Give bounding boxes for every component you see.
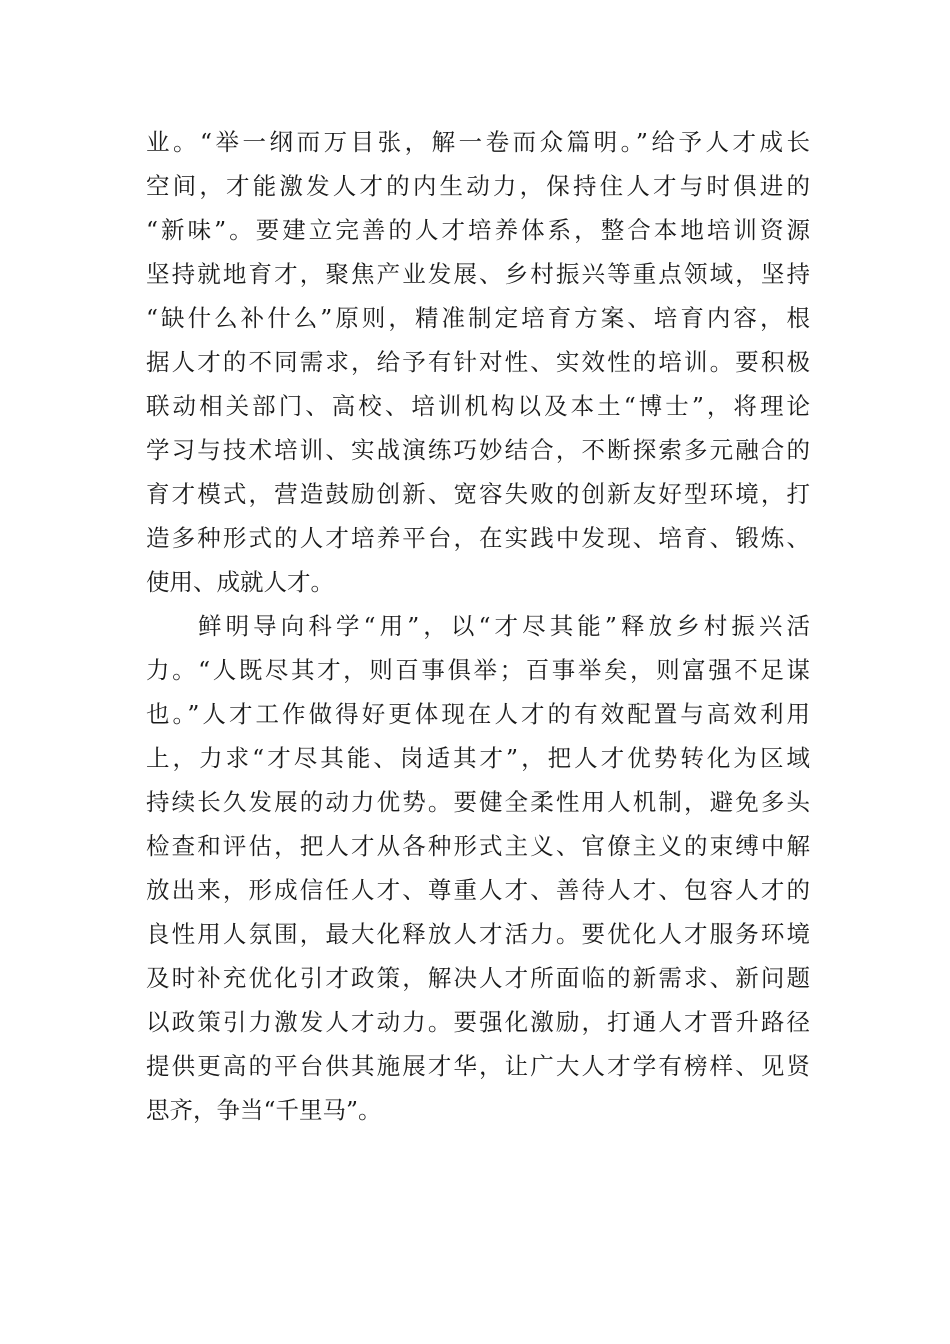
text-line: 放出来，形成信任人才、尊重人才、善待人才、包容人才的 bbox=[146, 876, 810, 904]
text-line: 思齐，争当“千里马”。 bbox=[146, 1096, 382, 1124]
text-line: 据人才的不同需求，给予有针对性、实效性的培训。要积极 bbox=[146, 348, 810, 376]
text-line: 上，力求“才尽其能、岗适其才”，把人才优势转化为区域 bbox=[146, 744, 810, 772]
text-line: 以政策引力激发人才动力。要强化激励，打通人才晋升路径 bbox=[146, 1008, 810, 1036]
text-line: “新味”。要建立完善的人才培养体系，整合本地培训资源 bbox=[146, 216, 810, 244]
text-line: 检查和评估，把人才从各种形式主义、官僚主义的束缚中解 bbox=[146, 832, 810, 860]
text-line: 造多种形式的人才培养平台，在实践中发现、培育、锻炼、 bbox=[146, 524, 810, 552]
text-line: 良性用人氛围，最大化释放人才活力。要优化人才服务环境 bbox=[146, 920, 810, 948]
text-line: 联动相关部门、高校、培训机构以及本土“博士”，将理论 bbox=[146, 392, 810, 420]
text-line: 及时补充优化引才政策，解决人才所面临的新需求、新问题 bbox=[146, 964, 810, 992]
text-line: 学习与技术培训、实战演练巧妙结合，不断探索多元融合的 bbox=[146, 436, 810, 464]
text-line: 空间，才能激发人才的内生动力，保持住人才与时俱进的 bbox=[146, 172, 810, 200]
text-line: 使用、成就人才。 bbox=[146, 568, 334, 596]
text-line: 业。“举一纲而万目张，解一卷而众篇明。”给予人才成长 bbox=[146, 128, 810, 156]
text-line: 育才模式，营造鼓励创新、宽容失败的创新友好型环境，打 bbox=[146, 480, 810, 508]
paragraph-talent-cultivation bbox=[146, 120, 810, 604]
body-text bbox=[146, 120, 810, 1132]
text-line: 也。”人才工作做得好更体现在人才的有效配置与高效利用 bbox=[146, 700, 810, 728]
paragraph-talent-utilization bbox=[146, 604, 810, 1132]
text-line: 提供更高的平台供其施展才华，让广大人才学有榜样、见贤 bbox=[146, 1052, 810, 1080]
text-line: “缺什么补什么”原则，精准制定培育方案、培育内容，根 bbox=[146, 304, 810, 332]
text-line: 坚持就地育才，聚焦产业发展、乡村振兴等重点领域，坚持 bbox=[146, 260, 810, 288]
text-line: 持续长久发展的动力优势。要健全柔性用人机制，避免多头 bbox=[146, 788, 810, 816]
text-line: 力。“人既尽其才，则百事俱举；百事举矣，则富强不足谋 bbox=[146, 656, 810, 684]
text-line: 鲜明导向科学“用”，以“才尽其能”释放乡村振兴活 bbox=[198, 612, 810, 640]
